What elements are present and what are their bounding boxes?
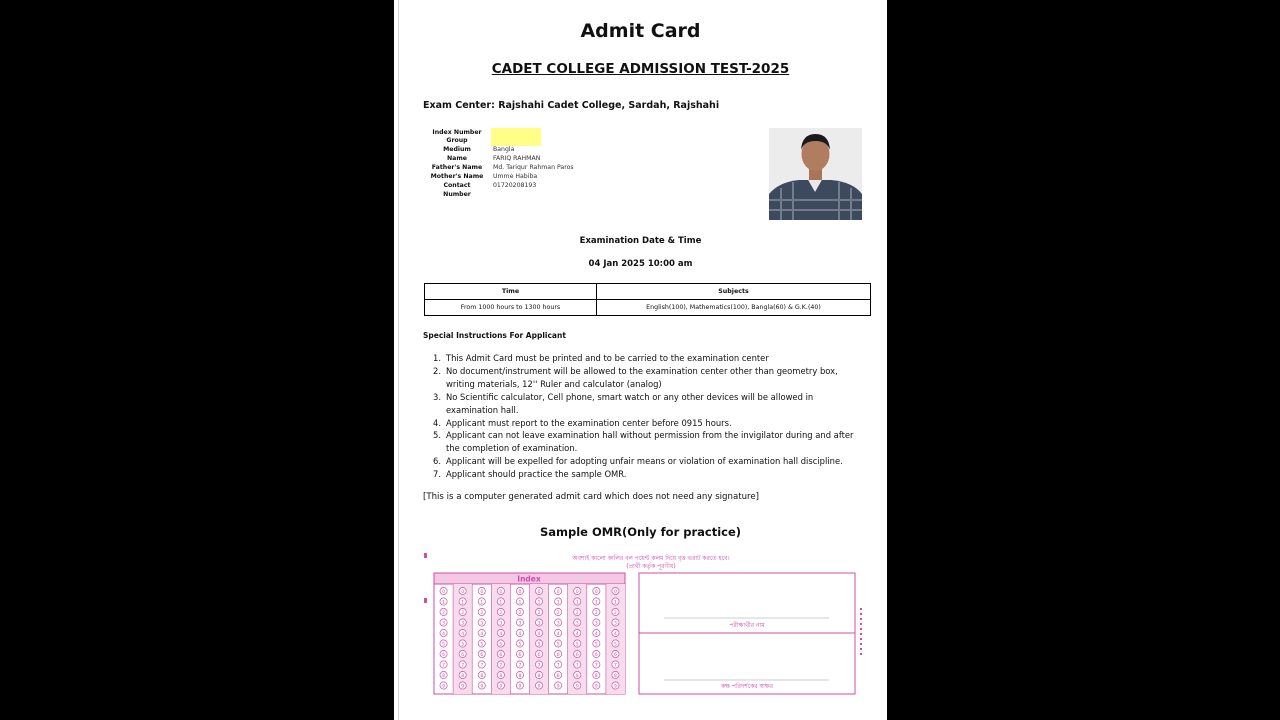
info-label: Contact Number <box>443 182 471 198</box>
omr-bubble-digit: 7 <box>614 663 617 669</box>
omr-bubble-digit: 1 <box>461 600 465 606</box>
list-item: 6. Applicant will be expelled for adopting unfair means or violation of examination hall discipline. <box>433 456 843 467</box>
info-value: Umme Habiba <box>493 173 538 180</box>
omr-bubble-digit: 3 <box>518 621 522 627</box>
page-edge <box>398 0 399 720</box>
omr-bubble-digit: 6 <box>614 652 617 658</box>
omr-bubble-digit: 1 <box>614 600 617 606</box>
omr-bubble-digit: 5 <box>442 642 445 648</box>
omr-timing-mark <box>424 598 427 603</box>
omr-bubble-digit: 0 <box>442 589 445 595</box>
omr-bubble-digit: 5 <box>480 642 484 648</box>
omr-bubble-digit: 9 <box>442 684 445 690</box>
info-label: Medium <box>443 146 471 153</box>
omr-bubble-digit: 9 <box>614 684 617 690</box>
omr-bubble-digit: 2 <box>575 610 579 616</box>
omr-bubble-digit: 7 <box>594 663 598 669</box>
omr-bubble-digit: 4 <box>518 631 522 637</box>
computer-generated-note: [This is a computer generated admit card which does not need any signature] <box>423 492 760 502</box>
applicant-photo <box>769 128 862 220</box>
omr-bubble-digit: 8 <box>461 673 465 679</box>
omr-bubble-digit: 0 <box>614 589 617 595</box>
omr-bubble-digit: 2 <box>614 610 617 616</box>
omr-bubble-digit: 7 <box>499 663 503 669</box>
omr-bubble-digit: 4 <box>499 631 503 637</box>
omr-bubble-digit: 4 <box>614 631 617 637</box>
omr-timing-mark <box>424 553 427 558</box>
index-number-highlight <box>491 128 541 146</box>
omr-bubble-digit: 3 <box>594 621 598 627</box>
info-row-name <box>423 154 673 163</box>
info-value: FARIQ RAHMAN <box>493 155 541 162</box>
omr-bubble-digit: 1 <box>518 600 522 606</box>
omr-bubble-digit: 4 <box>537 631 541 637</box>
omr-bubble-digit: 5 <box>537 642 541 648</box>
instruction-text: This Admit Card must be printed and to be carried to the examination center <box>446 353 769 363</box>
omr-bubble-digit: 3 <box>499 621 503 627</box>
exam-center: Exam Center: Rajshahi Cadet College, Sardah, Rajshahi <box>423 100 720 111</box>
omr-bubble-digit: 1 <box>556 600 560 606</box>
omr-bubble-digit: 0 <box>480 589 484 595</box>
info-value <box>491 136 493 145</box>
admit-card-page <box>394 0 887 720</box>
omr-bubble-digit: 1 <box>499 600 503 606</box>
omr-bubble-digit: 8 <box>556 673 560 679</box>
omr-bubble-digit: 5 <box>575 642 579 648</box>
omr-bubble-digit: 6 <box>499 652 503 658</box>
omr-bubble-digit: 0 <box>518 589 522 595</box>
omr-bubble-digit: 5 <box>499 642 503 648</box>
omr-bubble-digit: 0 <box>594 589 598 595</box>
applicant-info <box>423 128 673 199</box>
omr-bubble-digit: 7 <box>442 663 445 669</box>
omr-bubble-digit: 4 <box>461 631 465 637</box>
omr-bubble-digit: 7 <box>461 663 465 669</box>
sample-omr-sheet <box>424 548 864 698</box>
omr-bubble-digit: 8 <box>614 673 617 679</box>
omr-bubble-digit: 6 <box>556 652 560 658</box>
omr-bubble-digit: 6 <box>575 652 579 658</box>
omr-bubble-digit: 1 <box>442 600 445 606</box>
omr-bubble-digit: 8 <box>499 673 503 679</box>
info-row-medium <box>423 145 673 154</box>
exam-date-heading: Examination Date & Time <box>579 236 702 246</box>
omr-bubble-digit: 3 <box>442 621 445 627</box>
instruction-text: Applicant must report to the examination center before 0915 hours. <box>446 417 732 428</box>
omr-bubble-digit: 9 <box>594 684 598 690</box>
omr-bubble-digit: 6 <box>518 652 522 658</box>
omr-bubble-digit: 4 <box>556 631 560 637</box>
omr-bubble-digit: 7 <box>480 663 484 669</box>
omr-bubble-digit: 1 <box>537 600 541 606</box>
omr-bubble-digit: 0 <box>461 589 465 595</box>
omr-bubble-digit: 9 <box>461 684 465 690</box>
info-value: 01720208193 <box>493 182 537 189</box>
omr-bubble-digit: 0 <box>499 589 503 595</box>
omr-instruction-text: অবশ্যই কালো কালির বল পয়েন্ট কলম দিয়ে বৃত্ত ভরাট করতে হবে। <box>572 555 730 562</box>
instruction-text: No document/instrument will be allowed to the examination center other than geometry box, writing materials, 12'' Ruler and calculator (analog) <box>446 365 838 389</box>
omr-bubble-digit: 2 <box>499 610 503 616</box>
omr-bubble-digit: 2 <box>518 610 522 616</box>
omr-bubble-digit: 7 <box>537 663 541 669</box>
table-header-row <box>425 284 871 300</box>
omr-bubble-digit: 2 <box>442 610 445 616</box>
table-row <box>425 300 871 316</box>
omr-bubble-digit: 0 <box>575 589 579 595</box>
instruction-text: Applicant should practice the sample OMR. <box>446 469 627 480</box>
omr-bubble-digit: 7 <box>556 663 560 669</box>
omr-bubble-digit: 9 <box>499 684 503 690</box>
omr-instruction-subtext: (প্রার্থী কর্তৃক পূরণীয়) <box>626 563 676 570</box>
omr-bubble-digit: 2 <box>537 610 541 616</box>
list-item: 7. Applicant should practice the sample OMR. <box>433 469 627 480</box>
omr-bubble-digit: 9 <box>480 684 484 690</box>
omr-bubble-digit: 9 <box>518 684 522 690</box>
info-value: Bangla <box>493 146 515 153</box>
omr-candidate-label: পরীক্ষার্থীর নাম <box>729 622 765 629</box>
omr-bubble-digit: 5 <box>614 642 617 648</box>
omr-bubble-digit: 6 <box>442 652 445 658</box>
info-label: Father's Name <box>431 164 483 171</box>
omr-index-label: Index <box>517 574 541 584</box>
omr-bubble-digit: 2 <box>461 610 465 616</box>
omr-bubble-digit: 4 <box>575 631 579 637</box>
omr-bubble-digit: 8 <box>518 673 522 679</box>
omr-bubble-digit: 6 <box>537 652 541 658</box>
omr-invigilator-label: কক্ষ পরিদর্শকের স্বাক্ষর <box>720 683 774 690</box>
instructions-heading: Special Instructions For Applicant <box>423 331 566 340</box>
omr-bubble-digit: 8 <box>537 673 541 679</box>
omr-bubble-digit: 3 <box>480 621 484 627</box>
omr-bubble-digit: 9 <box>575 684 579 690</box>
column-header: Subjects <box>597 284 871 300</box>
document-subtitle: CADET COLLEGE ADMISSION TEST-2025 <box>491 61 790 77</box>
omr-bubble-digit: 3 <box>614 621 617 627</box>
omr-bubble-digit: 7 <box>518 663 522 669</box>
omr-bubble-digit: 9 <box>537 684 541 690</box>
omr-bubble-digit: 4 <box>594 631 598 637</box>
omr-bubble-grid <box>434 584 625 694</box>
list-item: 1. This Admit Card must be printed and to be carried to the examination center <box>433 353 769 363</box>
omr-bubble-digit: 8 <box>442 673 445 679</box>
exam-date-value: 04 Jan 2025 10:00 am <box>588 259 693 269</box>
table-cell: English(100), Mathematics(100), Bangla(60) & G.K.(40) <box>597 300 871 316</box>
sample-omr-heading: Sample OMR(Only for practice) <box>539 525 742 539</box>
info-row-group <box>423 136 673 145</box>
omr-bubble-digit: 0 <box>537 589 541 595</box>
instruction-text: No Scientific calculator, Cell phone, smart watch or any other devices will be allowed in examination hall. <box>446 391 814 415</box>
omr-bubble-digit: 4 <box>442 631 445 637</box>
schedule-table <box>424 283 871 316</box>
info-row-father <box>423 163 673 172</box>
list-item: 4. Applicant must report to the examination center before 0915 hours. <box>433 417 732 428</box>
table-cell: From 1000 hours to 1300 hours <box>425 300 597 316</box>
list-item: 3. No Scientific calculator, Cell phone, smart watch or any other devices will be allowed in examination hall. <box>433 391 814 415</box>
omr-bubble-digit: 2 <box>594 610 598 616</box>
omr-bubble-digit: 3 <box>556 621 560 627</box>
column-header: Time <box>425 284 597 300</box>
omr-bubble-digit: 6 <box>594 652 598 658</box>
instruction-text: Applicant can not leave examination hall without permission from the invigilator during and after the completion of examination. <box>446 430 854 454</box>
omr-bubble-digit: 7 <box>575 663 579 669</box>
omr-bubble-digit: 5 <box>518 642 522 648</box>
info-row-mother <box>423 172 673 181</box>
info-value: Md. Tariqur Rahman Paros <box>493 164 574 171</box>
omr-bubble-digit: 8 <box>594 673 598 679</box>
omr-bubble-digit: 1 <box>480 600 484 606</box>
list-item: 2. No document/instrument will be allowed to the examination center other than geometry box, writing materials, 12'' Ruler and calculator (analog) <box>433 365 838 389</box>
omr-bubble-digit: 5 <box>461 642 465 648</box>
info-label: Name <box>447 155 467 162</box>
omr-bubble-digit: 3 <box>537 621 541 627</box>
info-row-contact <box>423 181 673 199</box>
omr-bubble-digit: 1 <box>594 600 598 606</box>
omr-bubble-digit: 8 <box>575 673 579 679</box>
instruction-text: Applicant will be expelled for adopting unfair means or violation of examination hall discipline. <box>446 456 843 467</box>
omr-bubble-digit: 2 <box>556 610 560 616</box>
omr-bubble-digit: 9 <box>556 684 560 690</box>
omr-bubble-digit: 1 <box>575 600 579 606</box>
info-label: Group <box>446 137 468 144</box>
omr-bubble-digit: 0 <box>556 589 560 595</box>
info-label: Index Number <box>432 129 482 136</box>
instructions-list <box>433 352 866 481</box>
omr-bubble-digit: 2 <box>480 610 484 616</box>
omr-bubble-digit: 6 <box>461 652 465 658</box>
document-title: Admit Card <box>580 20 701 42</box>
omr-bubble-digit: 3 <box>461 621 465 627</box>
omr-bubble-digit: 5 <box>594 642 598 648</box>
omr-bubble-digit: 4 <box>480 631 484 637</box>
omr-bubble-digit: 8 <box>480 673 484 679</box>
info-label: Mother's Name <box>430 173 484 180</box>
omr-bubble-digit: 3 <box>575 621 579 627</box>
omr-bubble-digit: 5 <box>556 642 560 648</box>
omr-bubble-digit: 6 <box>480 652 484 658</box>
list-item: 5. Applicant can not leave examination hall without permission from the invigilator during and after the completion of examination. <box>433 430 854 454</box>
